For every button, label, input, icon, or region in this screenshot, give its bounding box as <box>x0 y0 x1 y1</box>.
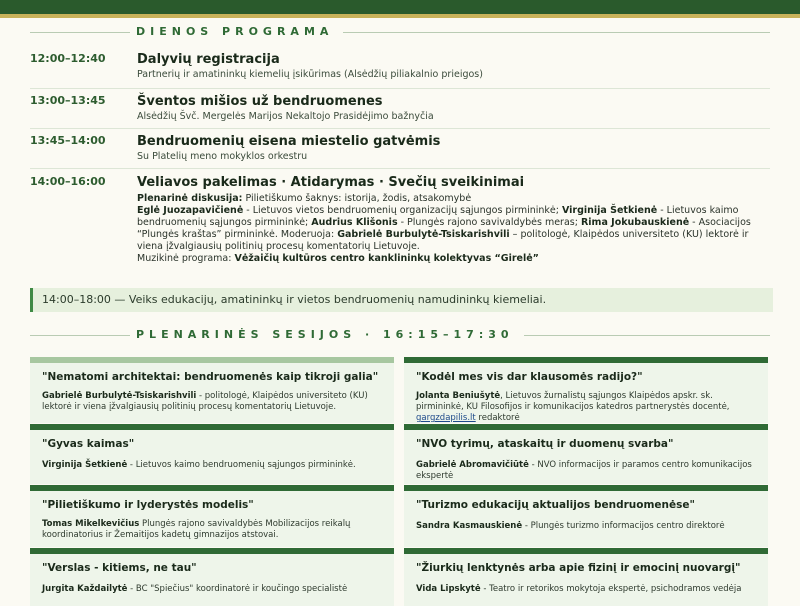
speaker-desc: - Lietuvos vietos bendruomenių organizacijų sąjungos pirmininkė; <box>243 205 562 216</box>
speaker-role: - Teatro ir retorikos mokytoja ekspertė, psichodramos vedėja <box>480 584 742 594</box>
speaker-role: , Lietuvos žurnalistų sąjungos Klaipėdos apskr. sk. pirmininkė, KU Filosofijos ir komunikacijos katedros partnerystės docentė, <box>416 391 730 412</box>
program-row <box>30 52 770 92</box>
session-desc <box>416 521 761 532</box>
session-title: "Kodėl mes vis dar klausomės radijo?" <box>416 371 643 383</box>
speaker-role: - politologė, Klaipėdos universiteto (KU) lektorė ir viena įžvalgiausių politinių procesų komentatorių Lietuvoje. <box>42 391 368 412</box>
moderator-desc: – politologė, Klaipėdos universiteto (KU) lektorė ir viena įžvalgiausių politinių procesų komentatorių Lietuvoje. <box>137 229 749 252</box>
session-title: "Žiurkių lenktynės arba apie fizinį ir emocinį nuovargį" <box>416 562 741 574</box>
highlight-text: 14:00–18:00 — Veiks edukacijų, amatininkų ir vietos bendruomenių namudininkų kiemeliai. <box>42 293 547 306</box>
session-desc <box>42 460 387 471</box>
program-title: Šventos mišios už bendruomenes <box>137 94 383 109</box>
header-gold-line <box>0 14 800 18</box>
program-row <box>30 94 770 130</box>
speaker-desc: - Lietuvos kaimo bendruomenių sąjungos pirmininkė; <box>137 205 739 228</box>
header-band <box>0 0 800 14</box>
speaker-role-suffix: redaktorė <box>475 413 520 423</box>
program-time: 14:00–16:00 <box>30 175 106 188</box>
plenary-topic: Pilietiškumo šaknys: istorija, žodis, atsakomybė <box>242 193 472 204</box>
speaker-name: Jolanta Beniušytė <box>416 391 501 401</box>
music-name: Vėžaičių kultūros centro kanklininkų kolektyvas “Girelė” <box>234 253 539 264</box>
session-desc <box>416 391 761 424</box>
session-card <box>30 485 394 547</box>
speaker-role: - Plungės turizmo informacijos centro direktorė <box>522 521 725 531</box>
session-card <box>404 485 768 547</box>
session-desc <box>416 584 761 595</box>
program-title: Veliavos pakelimas · Atidarymas · Svečių sveikinimai <box>137 175 525 190</box>
speaker-name: Vida Lipskytė <box>416 584 481 594</box>
session-title: "Pilietiškumo ir lyderystės modelis" <box>42 499 254 511</box>
music-label: Muzikinė programa: <box>137 253 235 264</box>
speaker-name: Audrius Klišonis <box>311 217 398 228</box>
program-sub: Alsėdžių Švč. Mergelės Marijos Nekaltojo Prasidėjimo bažnyčia <box>137 111 434 122</box>
speaker-role: - Lietuvos kaimo bendruomenių sąjungos pirmininkė. <box>127 460 356 470</box>
program-title: Bendruomenių eisena miestelio gatvėmis <box>137 134 441 149</box>
session-desc <box>42 519 387 541</box>
speaker-name: Eglė Juozapavičienė <box>137 205 244 216</box>
website-link[interactable]: gargzdapilis.lt <box>416 413 476 423</box>
session-card <box>30 548 394 606</box>
speaker-name: Tomas Mikelkevičius <box>42 519 140 529</box>
session-title: "Verslas - kitiems, ne tau" <box>42 562 197 574</box>
program-time: 13:45–14:00 <box>30 134 106 147</box>
speaker-desc: - Asociacijos “Plungės kraštas” pirmininkė. Moderuoja: <box>137 217 751 240</box>
session-desc <box>416 460 761 482</box>
program-title: Dalyvių registracija <box>137 52 280 67</box>
speaker-name: Gabrielė Burbulytė-Tsiskarishvili <box>42 391 197 401</box>
row-divider <box>30 168 770 169</box>
speaker-name: Virginija Šetkienė <box>561 205 658 216</box>
speaker-name: Virginija Šetkienė <box>42 460 128 470</box>
speaker-role: Plungės rajono savivaldybės Mobilizacijos reikalų koordinatorius ir Žemaitijos kadetų gimnazijos atstovai. <box>42 519 351 540</box>
session-card <box>30 357 394 423</box>
session-card <box>404 424 768 484</box>
session-card <box>404 548 768 606</box>
speaker-name: Jurgita Každailytė <box>42 584 128 594</box>
session-title: "Gyvas kaimas" <box>42 438 135 450</box>
plenary-label: Plenarinė diskusija: <box>137 193 243 204</box>
section-title-program: DIENOS PROGRAMA <box>130 25 343 38</box>
session-desc <box>42 391 387 413</box>
speaker-name: Rima Jokubauskienė <box>580 217 690 228</box>
session-title: "Nematomi architektai: bendruomenės kaip tikroji galia" <box>42 371 379 383</box>
program-sub: Su Platelių meno mokyklos orkestru <box>137 151 308 162</box>
speaker-role: - BC "Spiečius" koordinatorė ir koučingo specialistė <box>127 584 348 594</box>
plenary-discussion <box>137 193 767 265</box>
speaker-desc: - Plungės rajono savivaldybės meras; <box>397 217 581 228</box>
speaker-name: Gabrielė Abromavičiūtė <box>416 460 529 470</box>
session-card <box>404 357 768 423</box>
session-desc <box>42 584 387 595</box>
session-title: "Turizmo edukacijų aktualijos bendruomenėse" <box>416 499 695 511</box>
speaker-role: - NVO informacijos ir paramos centro komunikacijos ekspertė <box>416 460 752 481</box>
program-row <box>30 175 770 195</box>
program-sub: Partnerių ir amatininkų kiemelių įsikūrimas (Alsėdžių piliakalnio prieigos) <box>137 69 483 80</box>
moderator-name: Gabrielė Burbulytė-Tsiskarishvili <box>337 229 510 240</box>
highlight-banner <box>30 288 773 312</box>
program-row <box>30 134 770 170</box>
program-time: 13:00–13:45 <box>30 94 106 107</box>
session-title: "NVO tyrimų, ataskaitų ir duomenų svarba" <box>416 438 674 450</box>
program-time: 12:00–12:40 <box>30 52 106 65</box>
section-title-sessions: PLENARINĖS SESIJOS · 16:15–17:30 <box>130 328 524 341</box>
speaker-name: Sandra Kasmauskienė <box>416 521 523 531</box>
row-divider <box>30 128 770 129</box>
session-card <box>30 424 394 484</box>
row-divider <box>30 88 770 89</box>
